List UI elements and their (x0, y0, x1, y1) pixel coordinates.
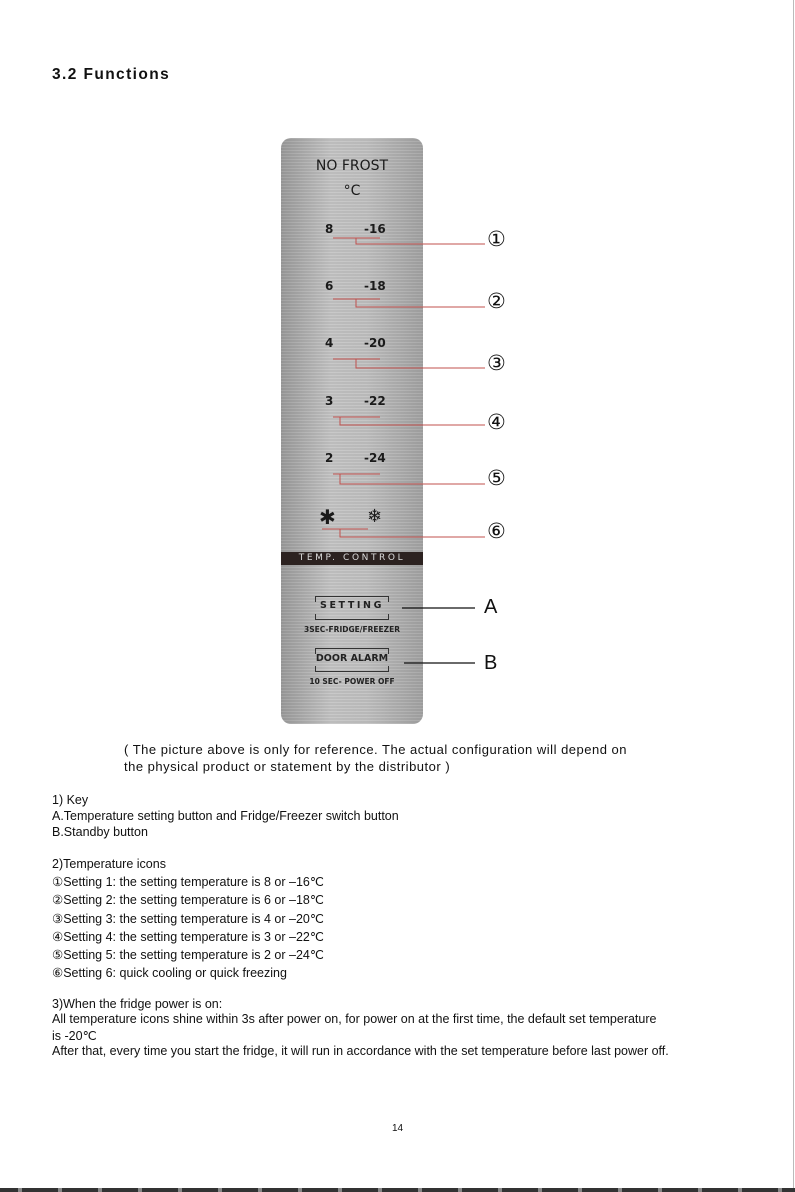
marker-1: ① (487, 227, 506, 251)
caption-line-2: the physical product or statement by the distributor ) (124, 759, 451, 774)
marker-5: ⑤ (487, 466, 506, 490)
icon-item-5: ⑤Setting 5: the setting temperature is 2 or –24℃ (52, 948, 324, 962)
key-b: B.Standby button (52, 825, 148, 839)
freezer-temp-4: -22 (364, 394, 386, 408)
key-heading: 1) Key (52, 793, 89, 807)
freezer-temp-2: -18 (364, 279, 386, 293)
fridge-temp-4: 3 (325, 394, 334, 408)
icon-item-3: ③Setting 3: the setting temperature is 4 or –20℃ (52, 912, 324, 926)
icon-item-6: ⑥Setting 6: quick cooling or quick freezing (52, 966, 287, 980)
power-line-2: is -20℃ (52, 1029, 97, 1043)
freezer-temp-5: -24 (364, 451, 386, 465)
marker-4: ④ (487, 410, 506, 434)
setting-sub-label: 3SEC-FRIDGE/FREEZER (304, 625, 400, 634)
leader-line-4 (333, 417, 485, 425)
fridge-temp-1: 8 (325, 222, 334, 236)
door-alarm-button[interactable]: DOOR ALARM (315, 653, 389, 664)
marker-2: ② (487, 289, 506, 313)
power-heading: 3)When the fridge power is on: (52, 997, 223, 1011)
icon-item-2: ②Setting 2: the setting temperature is 6 or –18℃ (52, 893, 324, 907)
power-line-3: After that, every time you start the fridge, it will run in accordance with the set temperature before last power off. (52, 1044, 669, 1058)
panel-brand: NO FROST (315, 158, 389, 174)
panel-unit: °C (343, 183, 361, 199)
temp-control-label: TEMP. CONTROL (298, 553, 406, 563)
icons-heading: 2)Temperature icons (52, 857, 166, 871)
power-line-1: All temperature icons shine within 3s after power on, for power on at the first time, the default set temperature (52, 1012, 657, 1026)
key-a: A.Temperature setting button and Fridge/Freezer switch button (52, 809, 399, 823)
marker-3: ③ (487, 351, 506, 375)
leader-line-6 (322, 529, 485, 537)
fridge-temp-2: 6 (325, 279, 334, 293)
leader-line-3 (333, 359, 485, 368)
icon-item-4: ④Setting 4: the setting temperature is 3 or –22℃ (52, 930, 324, 944)
page-number: 14 (391, 1123, 404, 1134)
leader-line-5 (333, 474, 485, 484)
freezer-temp-3: -20 (364, 336, 386, 350)
fridge-temp-3: 4 (325, 336, 334, 350)
icon-item-1: ①Setting 1: the setting temperature is 8 or –16℃ (52, 875, 324, 889)
quick-freeze-icon: ❄ (367, 506, 383, 527)
quick-cool-icon: ✱ (319, 505, 336, 529)
bottom-edge (0, 1188, 795, 1192)
marker-b: B (484, 652, 498, 674)
freezer-temp-1: -16 (364, 222, 386, 236)
marker-a: A (484, 596, 498, 618)
caption-line-1: ( The picture above is only for reference. The actual configuration will depend on (124, 742, 628, 757)
marker-6: ⑥ (487, 519, 506, 543)
fridge-temp-5: 2 (325, 451, 334, 465)
section-title: 3.2 Functions (52, 66, 171, 83)
alarm-sub-label: 10 SEC- POWER OFF (309, 677, 395, 686)
setting-button[interactable]: SETTING (320, 600, 384, 611)
leader-line-2 (333, 299, 485, 307)
leader-line-1 (333, 238, 485, 244)
